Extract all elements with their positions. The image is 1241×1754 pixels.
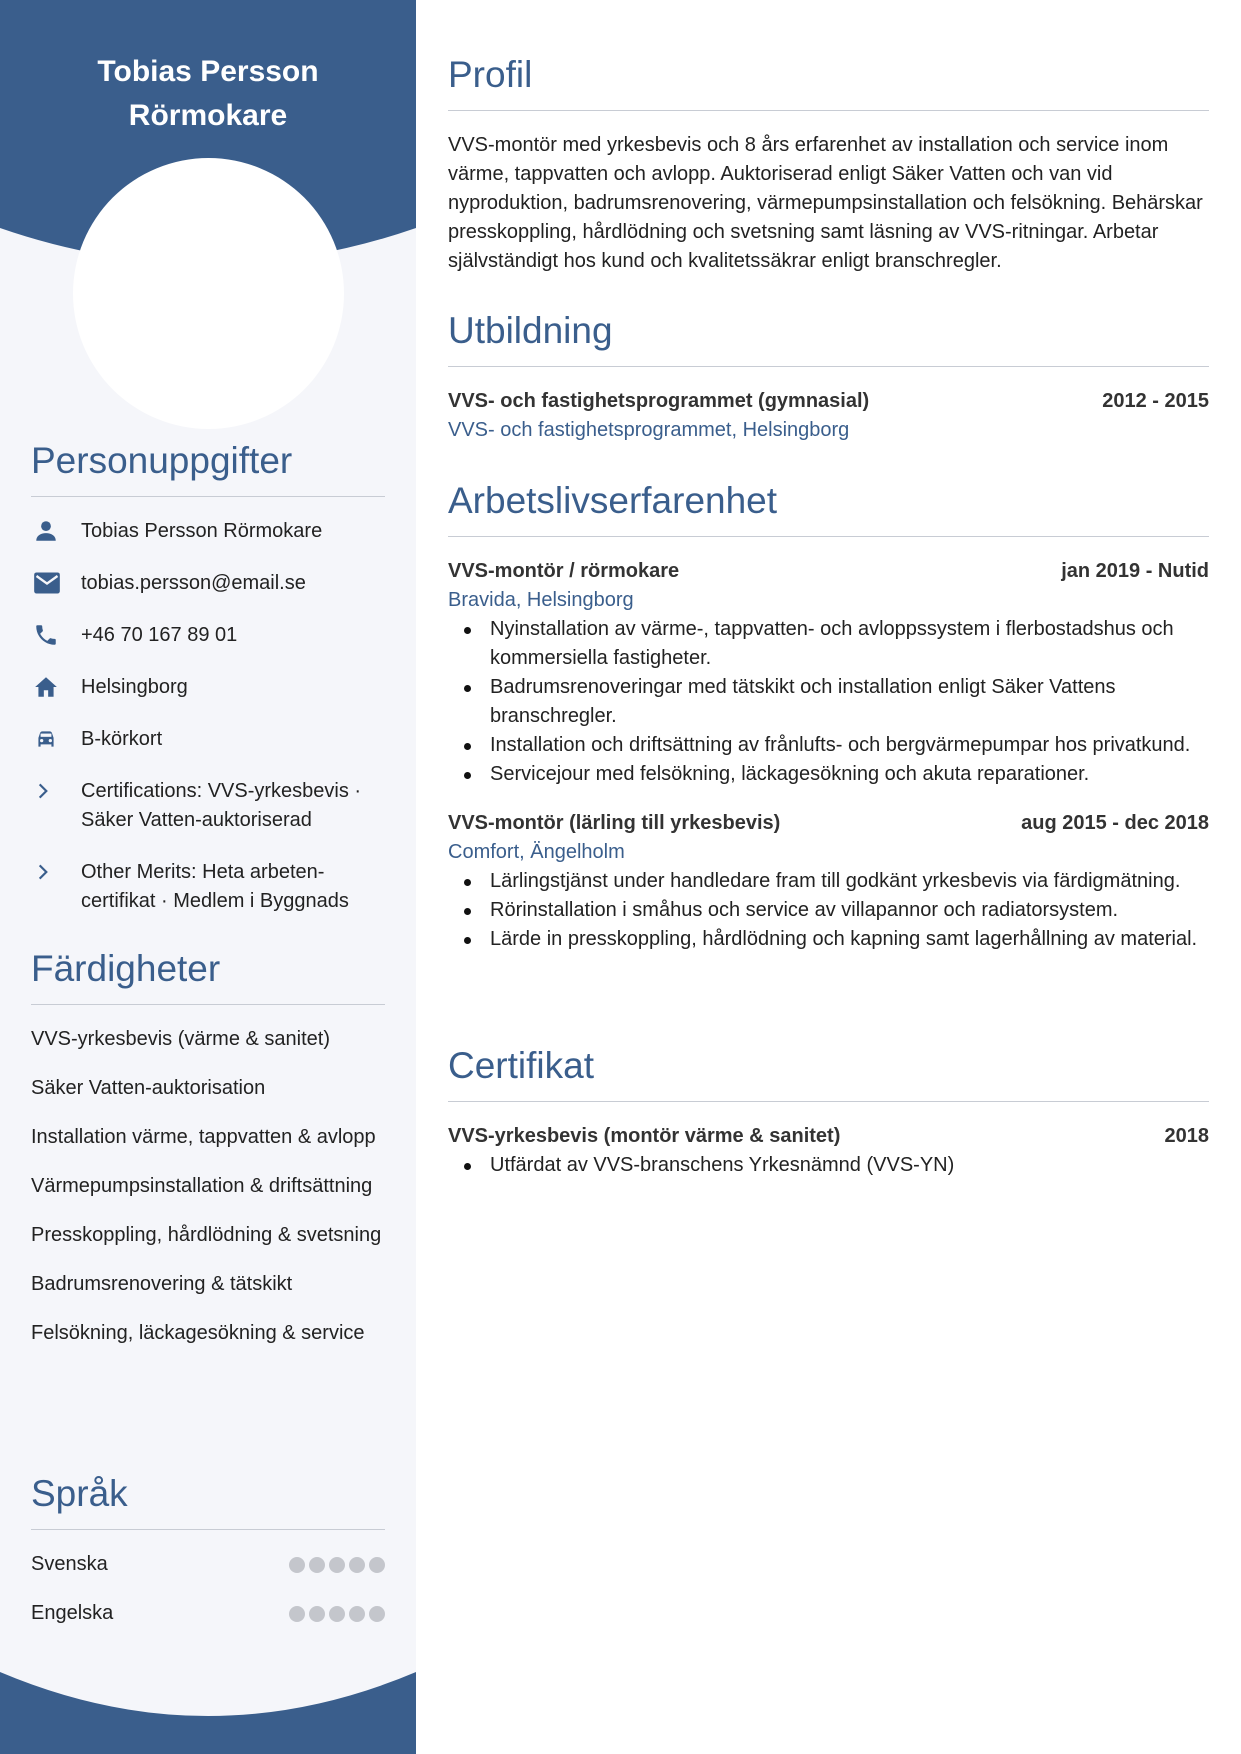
chevron-right-icon (31, 858, 65, 886)
education-section (448, 310, 1209, 463)
level-dot (349, 1557, 365, 1573)
personal-item-text: tobias.persson@email.se (81, 572, 306, 594)
car-icon (31, 725, 65, 753)
level-dot (349, 1606, 365, 1622)
profile-heading: Profil (448, 54, 1209, 111)
home-icon (31, 673, 65, 701)
bullet-item: Utfärdat av VVS-branschens Yrkesnämnd (VVS-YN) (448, 1151, 1209, 1180)
entry-header (448, 809, 1209, 838)
entry-dates: 2012 - 2015 (1102, 390, 1209, 412)
bullet-item: Servicejour med felsökning, läckagesökning och akuta reparationer. (448, 760, 1209, 789)
experience-heading: Arbetslivserfarenhet (448, 480, 1209, 537)
person-name: Tobias Persson (97, 55, 319, 88)
personal-heading: Personuppgifter (31, 440, 385, 497)
personal-section (31, 440, 385, 939)
bullet-item: Lärlingstjänst under handledare fram till godkänt yrkesbevis via färdigmätning. (448, 867, 1209, 896)
experience-entry (448, 809, 1209, 954)
profile-section (448, 54, 1209, 276)
entry-dates: jan 2019 - Nutid (1061, 560, 1209, 582)
profile-text: VVS-montör med yrkesbevis och 8 års erfarenhet av installation och service inom värme, tappvatten och avlopp. Auktoriserad enligt Säker Vatten och van vid nyproduktion, badrumsrenovering, värmepumpsinstallation och felsökning. Behärskar presskoppling, hårdlödning och svetsning samt läsning av VVS-ritningar. Arbetar självständigt hos kund och kvalitetssäkrar enligt branschregler. (448, 134, 1203, 272)
entry-title: VVS- och fastighetsprogrammet (gymnasial) (448, 390, 870, 412)
personal-item-text: Other Merits: Heta arbeten-certifikat · Medlem i Byggnads (81, 861, 349, 912)
experience-section (448, 480, 1209, 972)
level-dot (289, 1557, 305, 1573)
entry-dates: 2018 (1164, 1125, 1209, 1147)
level-dot (329, 1557, 345, 1573)
entry-employer: Comfort, Ängelholm (448, 841, 625, 863)
personal-item (31, 621, 385, 650)
personal-item (31, 725, 385, 754)
education-heading: Utbildning (448, 310, 1209, 367)
entry-title: VVS-montör / rörmokare (448, 560, 680, 582)
personal-item (31, 673, 385, 702)
bullet-item: Lärde in presskoppling, hårdlödning och kapning samt lagerhållning av material. (448, 925, 1209, 954)
sidebar-footer-shape (0, 1660, 416, 1754)
personal-item (31, 777, 385, 835)
language-level-dots (289, 1606, 385, 1622)
entry-header (448, 1122, 1209, 1151)
entry-bullets (448, 615, 1209, 789)
sidebar (0, 0, 416, 1754)
level-dot (329, 1606, 345, 1622)
skills-heading: Färdigheter (31, 948, 385, 1005)
language-name: Engelska (31, 1602, 114, 1624)
entry-bullets (448, 1151, 1209, 1180)
certificates-heading: Certifikat (448, 1045, 1209, 1102)
skill-item: Felsökning, läckagesökning & service (31, 1322, 365, 1344)
bullet-item: Installation och driftsättning av frånlufts- och bergvärmepumpar hos privatkund. (448, 731, 1209, 760)
personal-item (31, 569, 385, 598)
entry-title: VVS-yrkesbevis (montör värme & sanitet) (448, 1125, 841, 1147)
entry-title: VVS-montör (lärling till yrkesbevis) (448, 812, 781, 834)
certificate-entry (448, 1122, 1209, 1180)
languages-section (31, 1473, 385, 1648)
person-icon (31, 517, 65, 545)
skill-item: Installation värme, tappvatten & avlopp (31, 1126, 376, 1148)
level-dot (309, 1606, 325, 1622)
level-dot (369, 1557, 385, 1573)
level-dot (369, 1606, 385, 1622)
language-row (31, 1599, 385, 1628)
skill-item: Säker Vatten-auktorisation (31, 1077, 266, 1099)
personal-item (31, 517, 385, 546)
personal-item-text: Tobias Persson Rörmokare (81, 520, 323, 542)
personal-item-text: Helsingborg (81, 676, 188, 698)
chevron-right-icon (31, 777, 65, 805)
entry-employer: Bravida, Helsingborg (448, 589, 634, 611)
bullet-item: Nyinstallation av värme-, tappvatten- och avloppssystem i flerbostadshus och kommersiella fastigheter. (448, 615, 1209, 673)
personal-item-text: +46 70 167 89 01 (81, 624, 238, 646)
certificates-section (448, 1045, 1209, 1198)
entry-dates: aug 2015 - dec 2018 (1021, 812, 1209, 834)
level-dot (309, 1557, 325, 1573)
experience-entry (448, 557, 1209, 789)
skill-item: VVS-yrkesbevis (värme & sanitet) (31, 1028, 330, 1050)
skill-item: Värmepumpsinstallation & driftsättning (31, 1175, 373, 1197)
person-title: Rörmokare (128, 99, 288, 132)
entry-bullets (448, 867, 1209, 954)
language-row (31, 1550, 385, 1579)
personal-item-text: Certifications: VVS-yrkesbevis · Säker Vatten-auktoriserad (81, 780, 362, 831)
skills-section (31, 948, 385, 1368)
entry-header (448, 387, 1209, 416)
language-name: Svenska (31, 1553, 108, 1575)
language-level-dots (289, 1557, 385, 1573)
personal-item (31, 858, 385, 916)
personal-item-text: B-körkort (81, 728, 163, 750)
education-entry (448, 387, 1209, 445)
phone-icon (31, 621, 65, 649)
level-dot (289, 1606, 305, 1622)
entry-institution: VVS- och fastighetsprogrammet, Helsingborg (448, 419, 850, 441)
languages-heading: Språk (31, 1473, 385, 1530)
profile-photo (73, 158, 344, 429)
entry-header (448, 557, 1209, 586)
header-name-block (0, 50, 416, 138)
skill-item: Presskoppling, hårdlödning & svetsning (31, 1224, 382, 1246)
email-icon (31, 569, 65, 597)
skill-item: Badrumsrenovering & tätskikt (31, 1273, 293, 1295)
bullet-item: Rörinstallation i småhus och service av villapannor och radiatorsystem. (448, 896, 1209, 925)
bullet-item: Badrumsrenoveringar med tätskikt och installation enligt Säker Vattens branschregler. (448, 673, 1209, 731)
